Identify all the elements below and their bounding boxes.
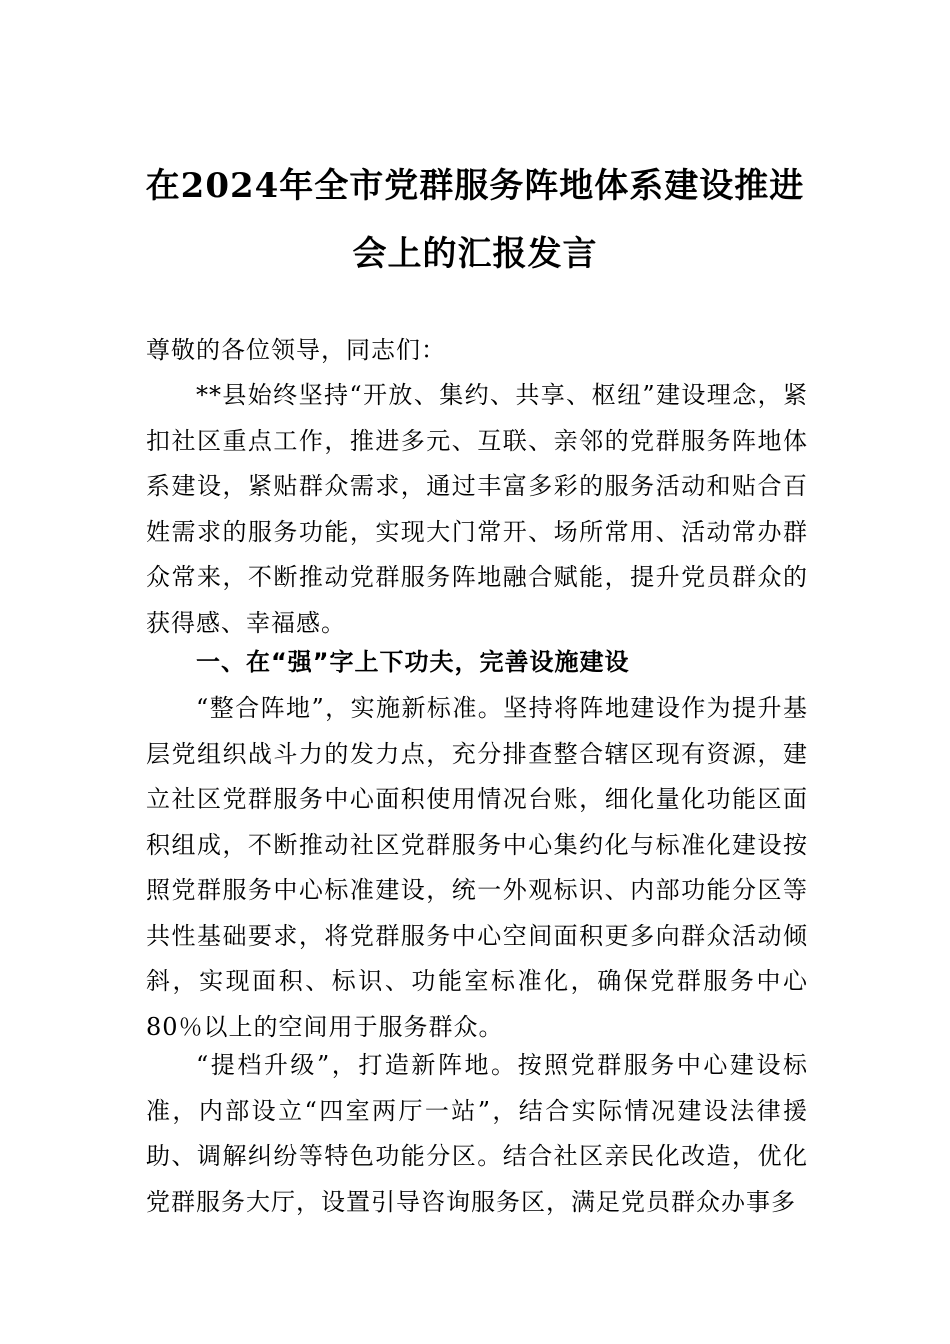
paragraph-upgrade-positions: “提档升级”，打造新阵地。按照党群服务中心建设标准，内部设立“四室两厅一站”，结合实际情况建设法律援助、调解纠纷等特色功能分区。结合社区亲民化改造，优化党群服务大厅，设置引导咨询服务区，满足党员群众办事多	[146, 1051, 808, 1216]
section-heading-1: 一、在“强”字上下功夫，完善设施建设	[196, 648, 630, 676]
paragraph-integrate-positions: “整合阵地”，实施新标准。坚持将阵地建设作为提升基层党组织战斗力的发力点，充分排查整合辖区现有资源，建立社区党群服务中心面积使用情况台账，细化量化功能区面积组成，不断推动社区党群服务中心集约化与标准化建设按照党群服务中心标准建设，统一外观标识、内部功能分区等共性基础要求，将党群服务中心空间面积更多向群众活动倾斜，实现面积、标识、功能室标准化，确保党群服务中心80％以上的空间用于服务群众。	[146, 694, 808, 1041]
document-title-line-1: 在2024年全市党群服务阵地体系建设推进	[145, 166, 805, 206]
paragraph-intro: **县始终坚持“开放、集约、共享、枢纽”建设理念，紧扣社区重点工作，推进多元、互联、亲邻的党群服务阵地体系建设，紧贴群众需求，通过丰富多彩的服务活动和贴合百姓需求的服务功能，实现大门常开、场所常用、活动常办群众常来，不断推动党群服务阵地融合赋能，提升党员群众的获得感、幸福感。	[146, 381, 808, 637]
greeting: 尊敬的各位领导，同志们：	[146, 336, 446, 364]
document-title-line-2: 会上的汇报发言	[352, 234, 598, 274]
